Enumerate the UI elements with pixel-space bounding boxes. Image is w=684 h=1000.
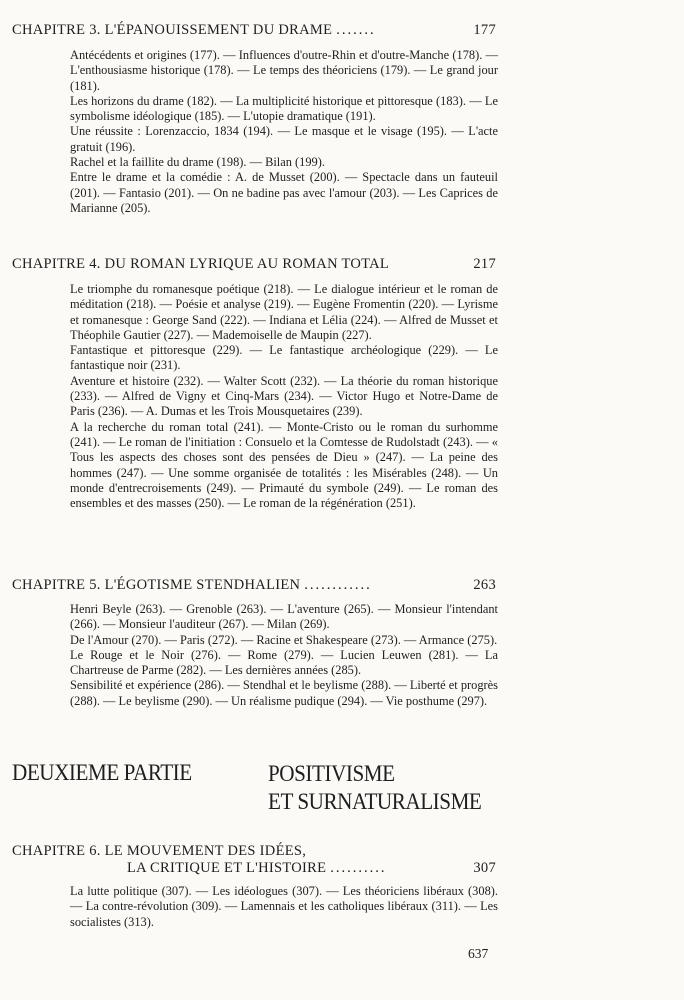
- chapter-6-title-line-2: LA CRITIQUE ET L'HISTOIRE: [127, 860, 327, 876]
- chapter-6-page: 307: [473, 860, 496, 876]
- chapter-6-dots: ..........: [330, 860, 387, 876]
- chapter-3-title: CHAPITRE 3. L'ÉPANOUISSEMENT DU DRAME: [12, 22, 333, 38]
- chapter-4-page: 217: [473, 256, 496, 272]
- chapter-6-title-line-1: CHAPITRE 6. LE MOUVEMENT DES IDÉES,: [12, 843, 307, 859]
- chapter-5-contents: [70, 602, 498, 709]
- part-label: DEUXIEME PARTIE: [12, 760, 192, 785]
- chapter-3-paragraph: Une réussite : Lorenzaccio, 1834 (194). — Le masque et le visage (195). — L'acte gratuit (196).: [70, 124, 498, 154]
- chapter-5-page: 263: [473, 577, 496, 593]
- chapter-6-contents: [70, 884, 498, 930]
- chapter-5-heading: [12, 577, 496, 594]
- chapter-4-heading: [12, 256, 496, 273]
- part-title: [268, 760, 481, 816]
- chapter-3-contents: [70, 48, 498, 216]
- part-title-line-2: ET SURNATURALISME: [268, 789, 482, 814]
- chapter-4-paragraph: Aventure et histoire (232). — Walter Scott (232). — La théorie du roman historique (233). — Alfred de Vigny et Cinq-Mars (234). — Victor Hugo et Notre-Dame de Paris (236). — A. Dumas et les Trois Mousquetaires (239).: [70, 373, 498, 419]
- chapter-3-paragraph: Entre le drame et la comédie : A. de Musset (200). — Spectacle dans un fauteuil (201). — Fantasio (201). — On ne badine pas avec l'amour (203). — Les Caprices de Marianne (205).: [70, 170, 498, 215]
- chapter-3-paragraph: Rachel et la faillite du drame (198). — Bilan (199).: [70, 155, 325, 170]
- chapter-3-dots: .......: [336, 22, 376, 38]
- chapter-3-page: 177: [473, 22, 496, 38]
- chapter-5-paragraph: Sensibilité et expérience (286). — Stendhal et le beylisme (288). — Liberté et progrès (288). — Le beylisme (290). — Un réalisme pudique (294). — Vie posthume (297).: [70, 678, 498, 708]
- chapter-5-paragraph: Le Rouge et le Noir (276). — Rome (279). — Lucien Leuwen (281). — La Chartreuse de Parme (282). — Les dernières années (285).: [70, 647, 498, 678]
- chapter-3-heading: [12, 22, 496, 39]
- chapter-5-paragraph: Henri Beyle (263). — Grenoble (263). — L'aventure (265). — Monsieur l'intendant (266). — Monsieur l'auditeur (267). — Milan (269).: [70, 602, 498, 632]
- chapter-6-title-line-2-row: [12, 860, 496, 877]
- chapter-4-paragraph: Fantastique et pittoresque (229). — Le fantastique archéologique (229). — Le fantastique noir (231).: [70, 343, 498, 373]
- chapter-4-paragraph: Le triomphe du romanesque poétique (218). — Le dialogue intérieur et le roman de méditation (218). — Poésie et analyse (219). — Eugène Fromentin (220). — Lyrisme et romanesque : George Sand (222). — Indiana et Lélia (224). — Alfred de Musset et Théophile Gautier (227). — Mademoiselle de Maupin (227).: [70, 282, 498, 342]
- chapter-5-paragraph: De l'Amour (270). — Paris (272). — Racine et Shakespeare (273). — Armance (275).: [70, 632, 498, 647]
- chapter-5-title: CHAPITRE 5. L'ÉGOTISME STENDHALIEN: [12, 577, 301, 593]
- chapter-3-paragraph: Les horizons du drame (182). — La multiplicité historique et pittoresque (183). — Le symbolisme idéologique (185). — L'utopie dramatique (191).: [70, 93, 498, 124]
- chapter-6-heading: [12, 843, 496, 877]
- chapter-4-contents: [70, 282, 498, 511]
- chapter-3-paragraph: Antécédents et origines (177). — Influences d'outre-Rhin et d'outre-Manche (178). — L'enthousiasme historique (178). — Le temps des théoriciens (179). — Le grand jour (181).: [70, 48, 498, 93]
- chapter-6-paragraph: La lutte politique (307). — Les idéologues (307). — Les théoriciens libéraux (308). — La contre-révolution (309). — Lamennais et les catholiques libéraux (311). — Les socialistes (313).: [70, 884, 498, 929]
- chapter-5-dots: ............: [304, 577, 372, 593]
- chapter-4-title: CHAPITRE 4. DU ROMAN LYRIQUE AU ROMAN TOTAL: [12, 256, 390, 272]
- chapter-4-paragraph: A la recherche du roman total (241). — Monte-Cristo ou le roman du surhomme (241). — Le roman de l'initiation : Consuelo et la Comtesse de Rudolstadt (243). — « Tous les aspects des choses sont des pensées de Dieu » (247). — La peine des hommes (247). — Une somme organisée de totalités : les Misérables (248). — Un monde d'entrecroisements (249). — Primauté du symbole (249). — Le roman des ensembles et des masses (250). — Le roman de la régénération (251).: [70, 419, 498, 511]
- part-title-line-1: POSITIVISME: [268, 761, 395, 786]
- page-number: 637: [468, 946, 489, 961]
